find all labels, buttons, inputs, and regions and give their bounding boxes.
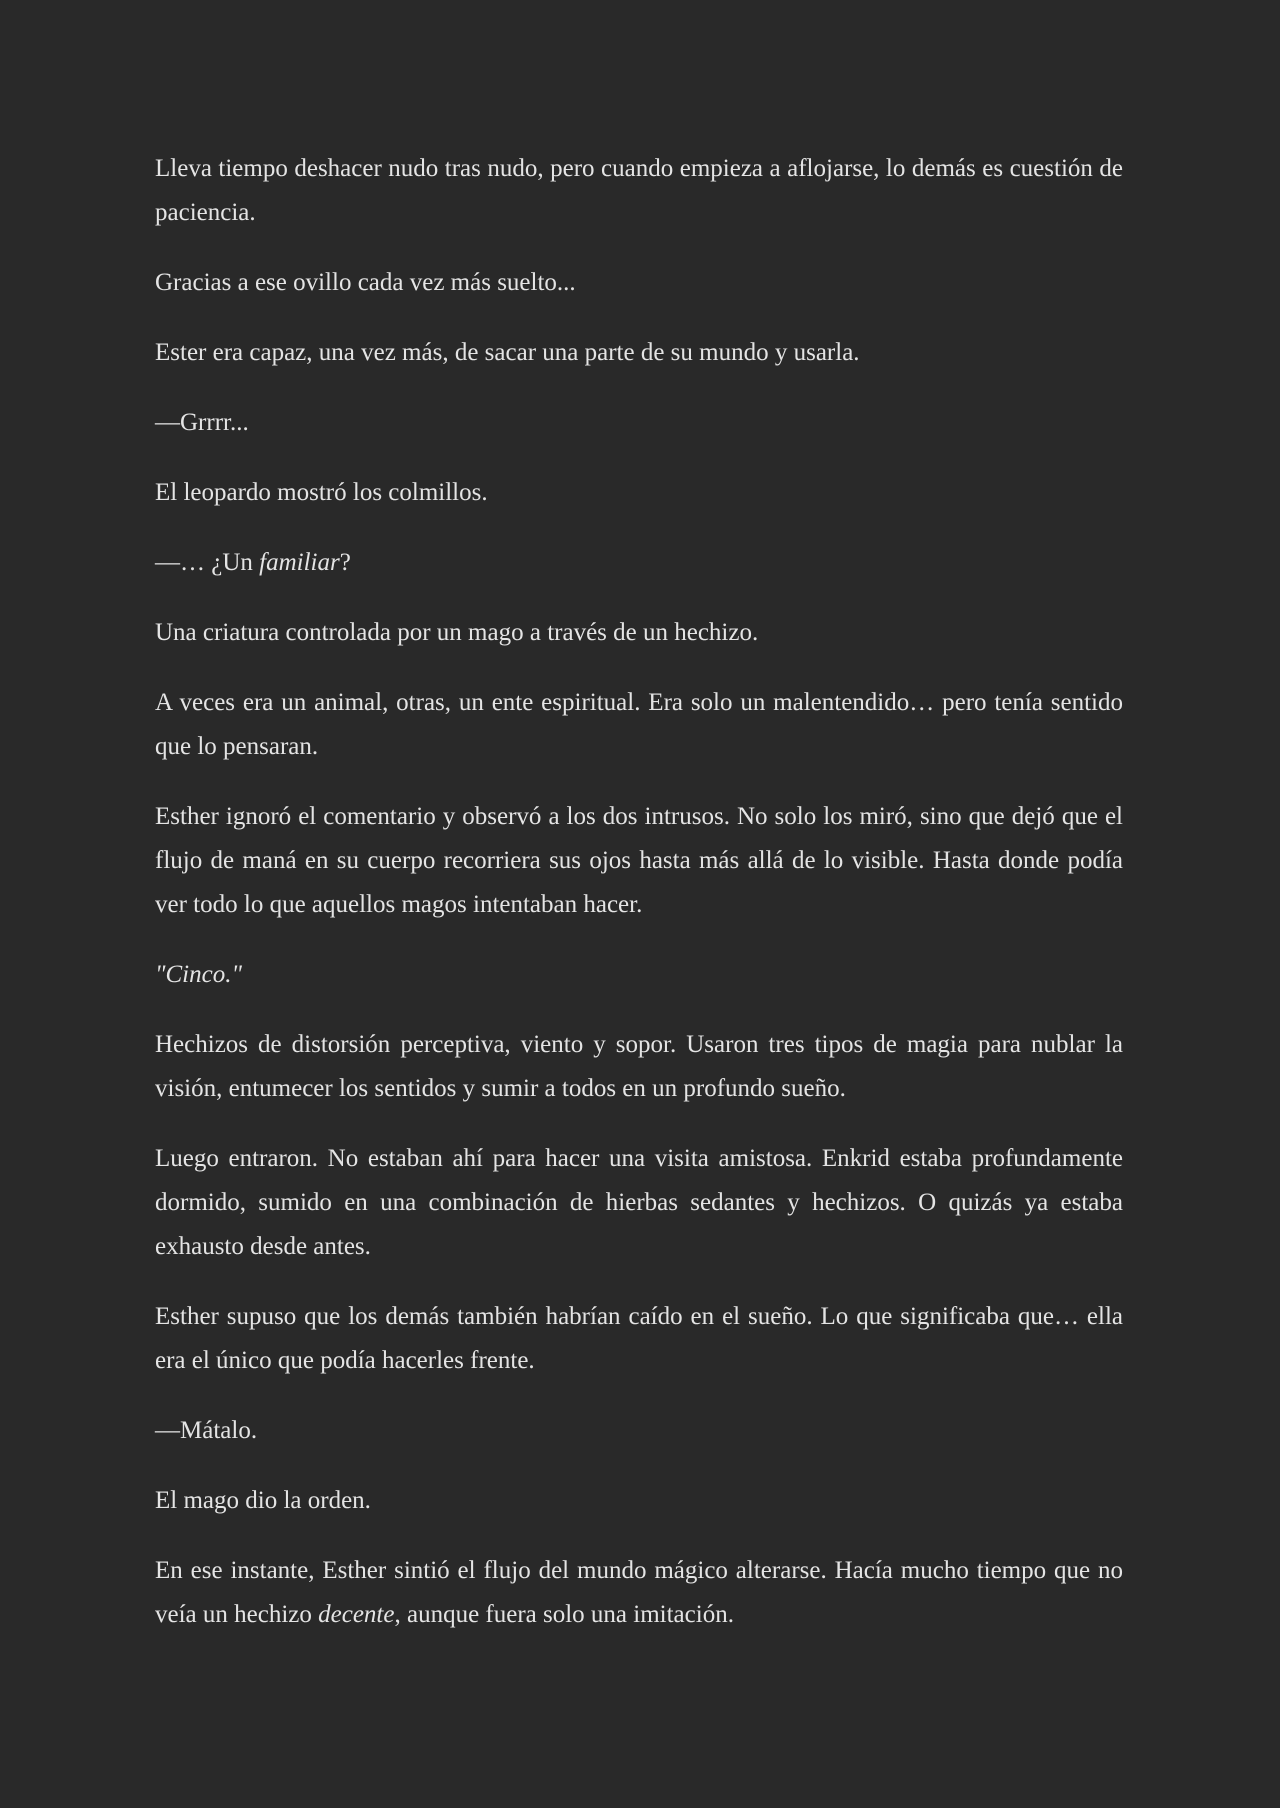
paragraph-12: Luego entraron. No estaban ahí para hacer una visita amistosa. Enkrid estaba profundamente dormido, sumido en una combinación de hierbas sedantes y hechizos. O quizás ya estaba exhausto desde antes. — [155, 1145, 1123, 1260]
paragraph-16-italic: decente — [318, 1601, 395, 1628]
paragraph-2: Gracias a ese ovillo cada vez más suelto... — [155, 269, 576, 296]
paragraph-11: Hechizos de distorsión perceptiva, viento y sopor. Usaron tres tipos de magia para nublar la visión, entumecer los sentidos y sumir a todos en un profundo sueño. — [155, 1031, 1123, 1102]
paragraph-4: —Grrrr... — [155, 409, 249, 436]
reader-content — [155, 147, 1123, 1663]
paragraph-6-after: ? — [339, 549, 351, 576]
paragraph-13: Esther supuso que los demás también habrían caído en el sueño. Lo que significaba que… ella era el único que podía hacerles frente. — [155, 1303, 1123, 1374]
paragraph-9: Esther ignoró el comentario y observó a los dos intrusos. No solo los miró, sino que dejó que el flujo de maná en su cuerpo recorriera sus ojos hasta más allá de lo visible. Hasta donde podía ver todo lo que aquellos magos intentaban hacer. — [155, 803, 1123, 918]
paragraph-1: Lleva tiempo deshacer nudo tras nudo, pero cuando empieza a aflojarse, lo demás es cuestión de paciencia. — [155, 155, 1123, 226]
paragraph-14: —Mátalo. — [155, 1417, 258, 1444]
paragraph-5: El leopardo mostró los colmillos. — [155, 479, 488, 506]
paragraph-3: Ester era capaz, una vez más, de sacar una parte de su mundo y usarla. — [155, 339, 860, 366]
paragraph-6-before: —… ¿Un — [155, 549, 260, 576]
paragraph-7: Una criatura controlada por un mago a través de un hechizo. — [155, 619, 759, 646]
paragraph-16-after: , aunque fuera solo una imitación. — [394, 1601, 734, 1628]
paragraph-10-italic: "Cinco." — [155, 961, 242, 988]
paragraph-10 — [155, 953, 1123, 997]
paragraph-15: El mago dio la orden. — [155, 1487, 371, 1514]
paragraph-6 — [155, 541, 1123, 585]
paragraph-8: A veces era un animal, otras, un ente espiritual. Era solo un malentendido… pero tenía sentido que lo pensaran. — [155, 689, 1123, 760]
paragraph-16 — [155, 1549, 1123, 1637]
paragraph-6-italic: familiar — [259, 549, 340, 576]
paragraph-16-before: En ese instante, Esther sintió el flujo del mundo mágico alterarse. Hacía mucho tiempo que no veía un hechizo — [155, 1557, 1123, 1628]
